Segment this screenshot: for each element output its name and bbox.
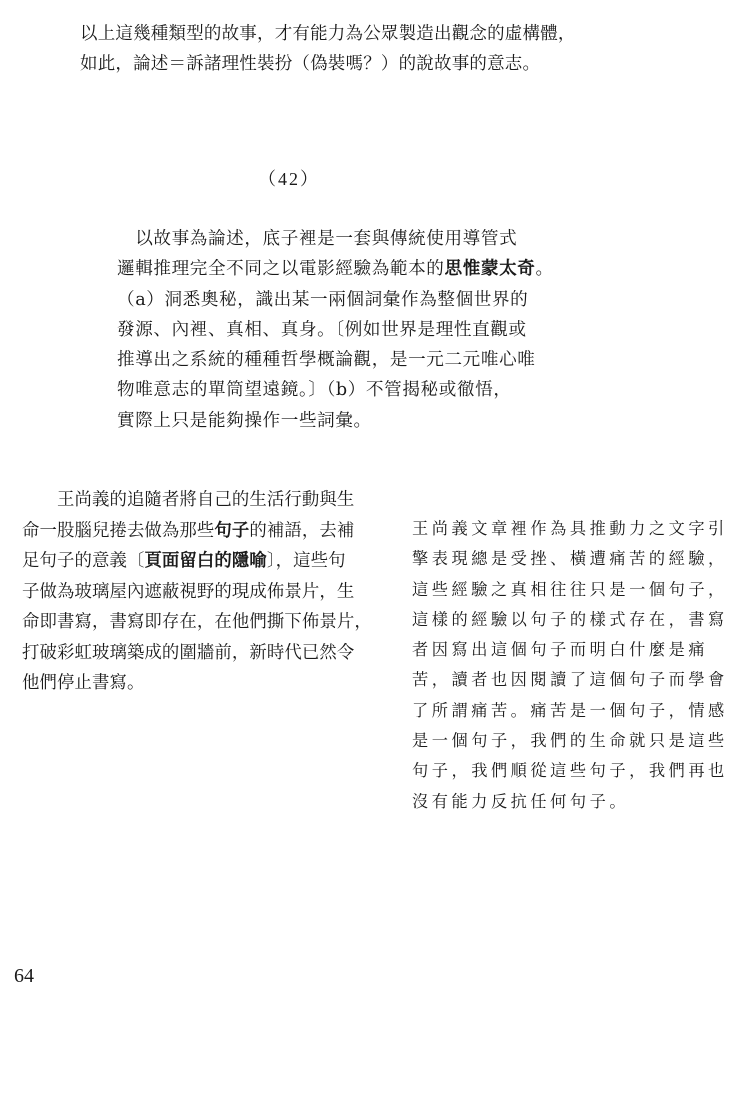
right-line-4: 這樣的經驗以句子的樣式存在，書寫: [412, 609, 728, 629]
left-text: 命一股腦兒捲去做為那些: [22, 520, 215, 541]
left-line-6: 打破彩虹玻璃築成的圍牆前，新時代已然令: [22, 642, 355, 663]
quote-line-5: 推導出之系統的種種哲學概論觀，是一元二元唯心唯: [117, 350, 536, 371]
right-column-paragraph: [412, 514, 728, 817]
quote-line-6: 物唯意志的單筒望遠鏡。〕（b）不管揭秘或徹悟，: [117, 380, 512, 401]
left-line-7: 他們停止書寫。: [22, 673, 145, 693]
right-line-3: 這些經驗之真相往往只是一個句子，: [412, 579, 728, 599]
emphasis-montage: 思惟蒙太奇: [444, 258, 536, 280]
right-line-2: 擎表現總是受挫、橫遭痛苦的經驗，: [412, 549, 728, 569]
right-line-7: 了所謂痛苦。痛苦是一個句子，情感: [412, 700, 728, 720]
quote-text: 。: [535, 259, 554, 280]
left-text: 足句子的意義〔: [22, 551, 145, 571]
emphasis-metaphor: 頁面留白的隱喻: [144, 551, 267, 571]
emphasis-sentence: 句子: [214, 520, 250, 541]
quote-line-1: 以故事為論述，底子裡是一套與傳統使用導管式: [117, 229, 518, 249]
right-line-8: 是一個句子，我們的生命就只是這些: [412, 731, 728, 751]
intro-line-2: 如此，論述＝訴諸理性裝扮（偽裝嗎？）的說故事的意志。: [80, 54, 541, 74]
right-line-10: 沒有能力反抗任何句子。: [412, 791, 630, 811]
section-number: （42）: [258, 169, 320, 189]
right-line-5: 者因寫出這個句子而明白什麼是痛: [412, 640, 709, 660]
left-line-4: 子做為玻璃屋內遮蔽視野的現成佈景片，生: [22, 581, 355, 602]
quote-line-3: （a）洞悉奧秘，識出某一兩個詞彙作為整個世界的: [117, 289, 529, 310]
quote-paragraph: [117, 224, 554, 436]
left-text: 的補語，去補: [249, 520, 355, 541]
left-line-1: 王尚義的追隨者將自己的生活行動與生: [22, 490, 355, 510]
right-line-9: 句子，我們順從這些句子，我們再也: [412, 761, 728, 781]
left-line-2: [22, 516, 372, 547]
left-line-5: 命即書寫，書寫即存在，在他們撕下佈景片，: [22, 612, 372, 632]
quote-line-4: 發源、內裡、真相、真身。〔例如世界是理性直觀或: [117, 319, 527, 340]
left-line-3: [22, 546, 372, 577]
quote-text: 邏輯推理完全不同之以電影經驗為範本的: [117, 259, 445, 280]
quote-line-7: 實際上只是能夠操作一些詞彙。: [117, 410, 372, 431]
intro-paragraph: [80, 19, 576, 79]
quote-line-2: [117, 254, 554, 284]
left-column-paragraph: [22, 485, 372, 699]
right-line-6: 苦，讀者也因閱讀了這個句子而學會: [412, 670, 728, 690]
intro-line-1: 以上這幾種類型的故事，才有能力為公眾製造出觀念的虛構體，: [80, 24, 576, 44]
left-text: 〕，這些句: [266, 551, 346, 571]
page-number: 64: [14, 965, 34, 987]
right-line-1: 王尚義文章裡作為具推動力之文字引: [412, 519, 728, 538]
